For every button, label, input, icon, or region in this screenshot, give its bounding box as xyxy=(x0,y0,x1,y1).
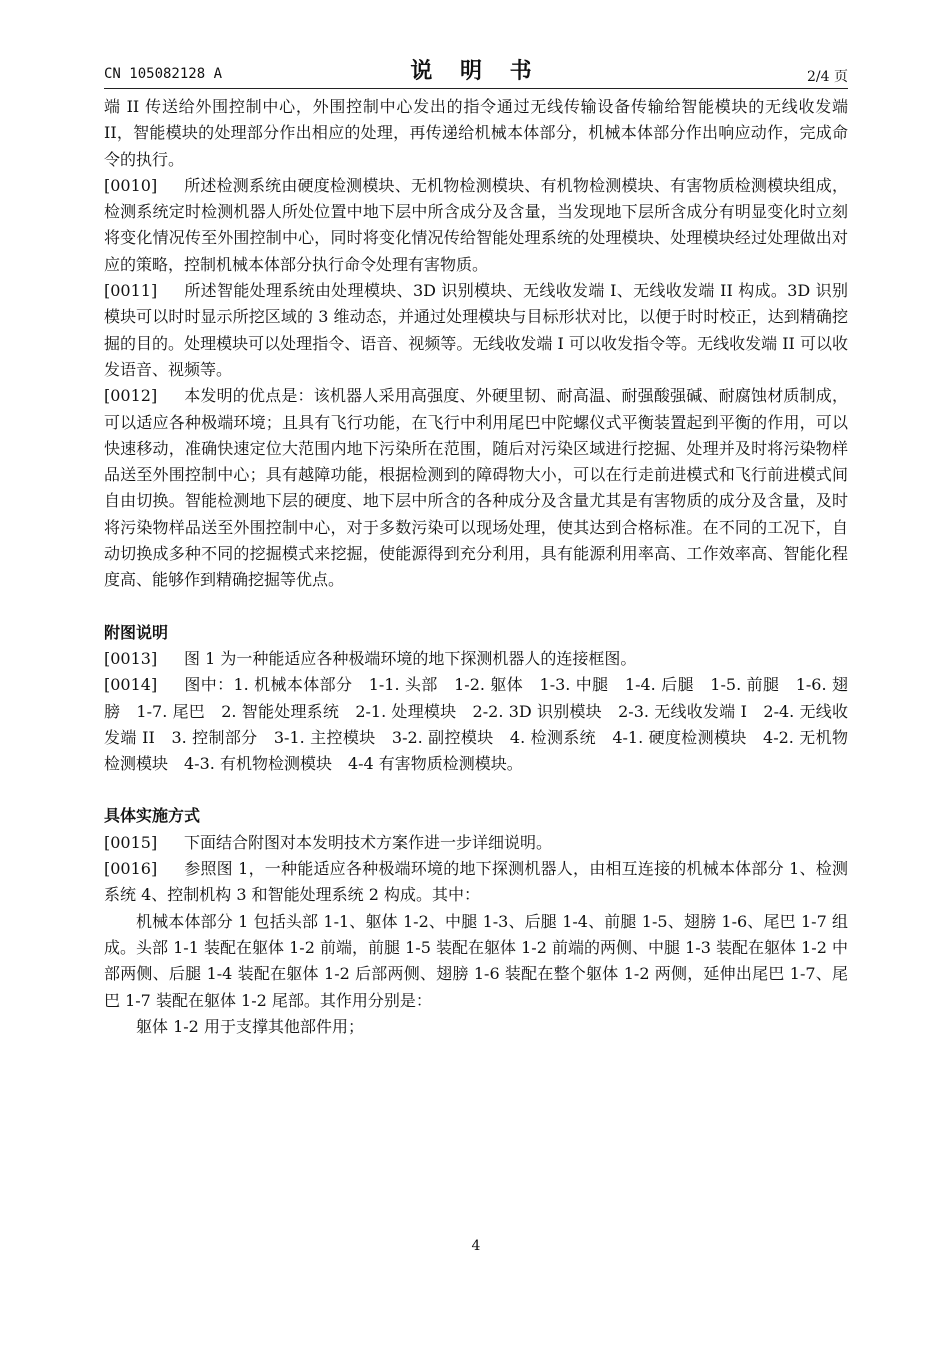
page-count: 2/4 页 xyxy=(807,69,848,85)
publication-number: CN 105082128 A xyxy=(104,66,223,82)
paragraph-0016 xyxy=(104,856,848,909)
paragraph-0015 xyxy=(104,830,848,856)
continuation-paragraph: 端 II 传送给外围控制中心，外围控制中心发出的指令通过无线传输设备传输给智能模块的无线收发端 II，智能模块的处理部分作出相应的处理，再传递给机械本体部分，机械本体部分作出响应动作，完成命令的执行。 xyxy=(104,97,848,169)
paragraph-0010 xyxy=(104,173,848,278)
paragraph-number: [0015] xyxy=(104,832,158,852)
paragraph-text: 下面结合附图对本发明技术方案作进一步详细说明。 xyxy=(184,832,553,852)
body-paragraph: 躯体 1-2 用于支撑其他部件用； xyxy=(136,1016,364,1036)
paragraph-text: 参照图 1，一种能适应各种极端环境的地下探测机器人，由相互连接的机械本体部分 1、检测系统 4、控制机构 3 和智能处理系统 2 构成。其中： xyxy=(104,859,848,905)
body-paragraph: 机械本体部分 1 包括头部 1-1、躯体 1-2、中腿 1-3、后腿 1-4、前腿 1-5、翅膀 1-6、尾巴 1-7 组成。头部 1-1 装配在躯体 1-2 前端，前腿 1-5 装配在躯体 1-2 前端的两侧、中腿 1-3 装配在躯体 1-2 中部两侧、后腿 1-4 装配在躯体 1-2 后部两侧、翅膀 1-6 装配在整个躯体 1-2 两侧，延伸出尾巴 1-7、尾巴 1-7 装配在躯体 1-2 尾部。其作用分别是： xyxy=(104,911,848,1010)
paragraph-0014 xyxy=(104,672,848,777)
document-body xyxy=(104,94,848,1040)
paragraph-text: 本发明的优点是：该机器人采用高强度、外硬里韧、耐高温、耐强酸强碱、耐腐蚀材质制成，可以适应各种极端环境；且具有飞行功能，在飞行中利用尾巴中陀螺仪式平衡装置起到平衡的作用，可以快速移动，准确快速定位大范围内地下污染所在范围，随后对污染区域进行挖掘、处理并及时将污染物样品送至外围控制中心；具有越障功能，根据检测到的障碍物大小，可以在行走前进模式和飞行前进模式间自由切换。智能检测地下层的硬度、地下层中所含的各种成分及含量尤其是有害物质的成分及含量，及时将污染物样品送至外围控制中心，对于多数污染可以现场处理，使其达到合格标准。在不同的工况下，自动切换成多种不同的挖掘模式来挖掘，使能源得到充分利用，具有能源利用率高、工作效率高、智能化程度高、能够作到精确挖掘等优点。 xyxy=(104,386,848,590)
paragraph-0012 xyxy=(104,383,848,593)
paragraph-number: [0014] xyxy=(104,675,158,695)
paragraph-number: [0012] xyxy=(104,386,158,406)
document-title: 说 明 书 xyxy=(410,58,542,84)
page-number: 4 xyxy=(471,1238,481,1254)
paragraph-number: [0011] xyxy=(104,281,158,301)
paragraph-0013 xyxy=(104,646,848,672)
section-heading-embodiment: 具体实施方式 xyxy=(104,806,201,826)
paragraph-text: 所述智能处理系统由处理模块、3D 识别模块、无线收发端 I、无线收发端 II 构成。3D 识别模块可以时时显示所挖区域的 3 维动态，并通过处理模块与目标形状对比，以便于时时校正，达到精确挖掘的目的。处理模块可以处理指令、语音、视频等。无线收发端 I 可以收发指令等。无线收发端 II 可以收发语音、视频等。 xyxy=(104,281,848,379)
header-rule xyxy=(104,88,848,89)
section-heading-figures: 附图说明 xyxy=(104,622,169,642)
paragraph-number: [0010] xyxy=(104,175,158,195)
paragraph-text: 图 1 为一种能适应各种极端环境的地下探测机器人的连接框图。 xyxy=(184,648,637,668)
page-header xyxy=(104,52,848,90)
paragraph-number: [0016] xyxy=(104,859,158,879)
paragraph-number: [0013] xyxy=(104,648,158,668)
paragraph-0011 xyxy=(104,278,848,383)
paragraph-text: 图中：1. 机械本体部分 1-1. 头部 1-2. 躯体 1-3. 中腿 1-4. 后腿 1-5. 前腿 1-6. 翅膀 1-7. 尾巴 2. 智能处理系统 2-1. 处理模块 2-2. 3D 识别模块 2-3. 无线收发端 I 2-4. 无线收发端 II 3. 控制部分 3-1. 主控模块 3-2. 副控模块 4. 检测系统 4-1. 硬度检测模块 4-2. 无机物检测模块 4-3. 有机物检测模块 4-4 有害物质检测模块。 xyxy=(104,675,848,774)
paragraph-text: 所述检测系统由硬度检测模块、无机物检测模块、有机物检测模块、有害物质检测模块组成，检测系统定时检测机器人所处位置中地下层中所含成分及含量，当发现地下层所含成分有明显变化时立刻将变化情况传至外围控制中心，同时将变化情况传给智能处理系统的处理模块、处理模块经过处理做出对应的策略，控制机械本体部分执行命令处理有害物质。 xyxy=(104,175,848,274)
